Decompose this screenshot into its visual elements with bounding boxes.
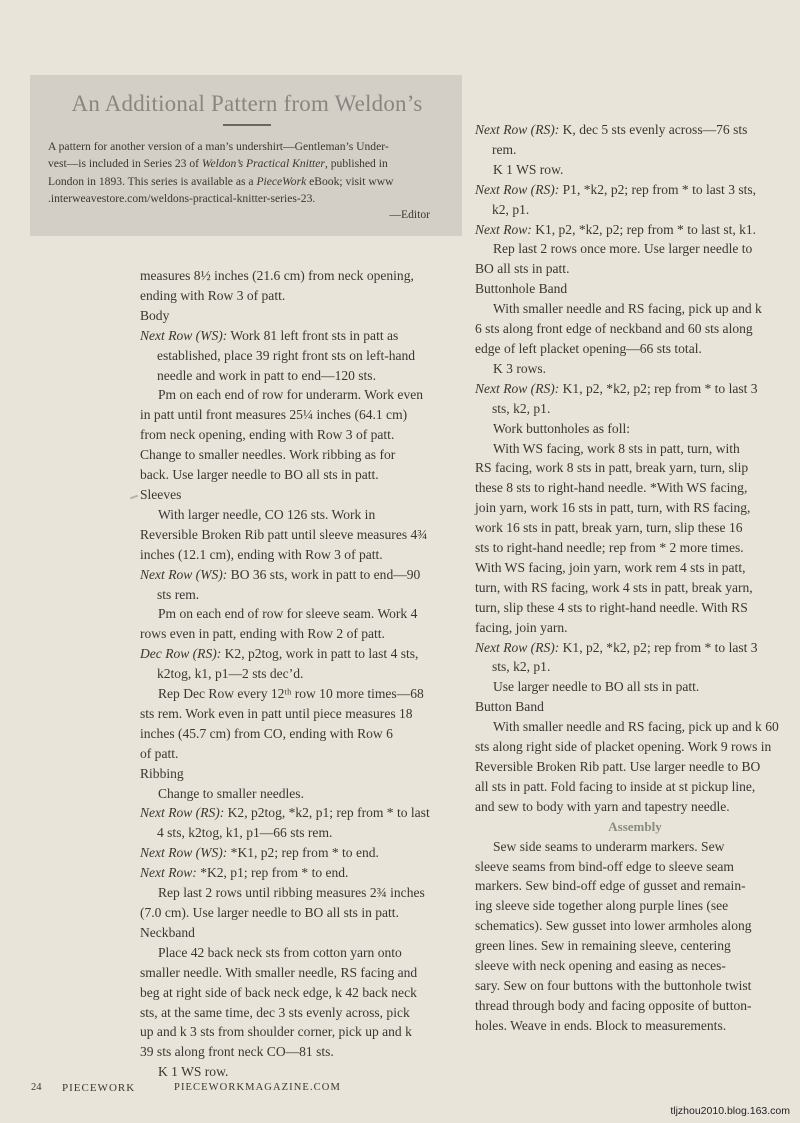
text-line: beg at right side of back neck edge, k 42 back neck [140,984,417,1000]
text-line: all sts in patt. Fold facing to inside at st pickup line, [475,778,756,794]
text-line: Use larger needle to BO all sts in patt. [493,679,700,695]
row-label: Next Row (WS): [140,845,228,861]
text-line: Rep last 2 rows until ribbing measures 2¾ inches [158,885,425,901]
text-line: sts rem. Work even in patt until piece measures 18 [140,705,413,721]
text-line: up and k 3 sts from shoulder corner, pick up and k [140,1024,412,1040]
text-line: sts, k2, p1. [492,659,551,675]
sidebar-body [48,138,446,207]
text-line: K 3 rows. [493,360,547,376]
text-line: K1, p2, *k2, p2; rep from * to last 3 [559,639,758,655]
text-line: inches (12.1 cm), ending with Row 3 of patt. [140,546,383,562]
text-line: these 8 sts to right-hand needle. *With WS facing, [475,480,748,496]
text-line: ing sleeve side together along purple lines (see [475,898,729,914]
section-heading-neckband: Neckband [140,924,195,940]
text-line: K2, p2tog, *k2, p1; rep from * to last [224,805,430,821]
row-label: Dec Row (RS): [140,646,222,662]
text-line: K 1 WS row. [158,1064,229,1080]
text-line: With smaller needle and RS facing, pick up and k 60 [493,719,779,735]
sidebar-url: .interweavestore.com/weldons-practical-knitter-series-23. [48,191,316,205]
text-line: rem. [492,141,517,157]
text-line: sts to right-hand needle; rep from * 2 more times. [475,540,744,556]
text-line: from neck opening, ending with Row 3 of patt. [140,427,395,443]
text-line: rows even in patt, ending with Row 2 of patt. [140,626,385,642]
text-line: sleeve with neck opening and easing as neces- [475,958,726,974]
text-line: sts, at the same time, dec 3 sts evenly across, pick [140,1004,410,1020]
blog-watermark: tljzhou2010.blog.163.com [670,1105,790,1117]
text-line: edge of left placket opening—66 sts total. [475,340,702,356]
sidebar-text: A pattern for another version of a man’s undershirt—Gentleman’s Under- [48,140,389,153]
text-line: With smaller needle and RS facing, pick up and k [493,301,762,317]
text-line: K1, p2, *k2, p2; rep from * to last 3 [559,380,758,396]
text-line: Work buttonholes as foll: [493,420,630,436]
right-column [475,120,795,1036]
section-heading-body: Body [140,307,170,323]
row-label: Next Row (RS): [475,639,560,655]
text-line: Rep Dec Row every 12ᵗʰ row 10 more times—68 [158,686,424,702]
text-line: K 1 WS row. [493,161,564,177]
left-column [140,266,465,1082]
text-line: sary. Sew on four buttons with the buttonhole twist [475,977,752,993]
text-line: green lines. Sew in remaining sleeve, centering [475,938,731,954]
text-line: BO 36 sts, work in patt to end—90 [227,566,421,582]
sidebar-text: , published in [324,157,388,171]
sidebar-book-title: Weldon’s Practical Knitter [201,157,325,171]
text-line: K, dec 5 sts evenly across—76 sts [559,122,748,137]
magazine-brand: PIECEWORK [62,1082,136,1094]
text-line: turn, with RS facing, work 4 sts in patt, break yarn, [475,579,753,595]
text-line: Change to smaller needles. [158,785,304,801]
text-line: 6 sts along front edge of neckband and 60 sts along [475,321,753,337]
text-line: k2, p1. [492,201,530,217]
text-line: of patt. [140,745,179,761]
row-label: Next Row (RS): [475,122,560,137]
text-line: Rep last 2 rows once more. Use larger needle to [493,241,753,257]
sidebar-text: eBook; visit www [306,174,394,188]
text-line: back. Use larger needle to BO all sts in patt. [140,467,379,483]
section-heading-ribbing: Ribbing [140,765,184,781]
print-speck [130,495,138,500]
text-line: Place 42 back neck sts from cotton yarn onto [158,944,402,960]
text-line: 39 sts along front neck CO—81 sts. [140,1044,334,1060]
row-label: Next Row: [475,221,532,237]
editor-signature: —Editor [389,208,430,222]
sidebar-magazine-name: PieceWork [256,174,307,188]
text-line: thread through body and facing opposite of button- [475,997,752,1013]
row-label: Next Row (RS): [475,181,560,197]
text-line: BO all sts in patt. [475,261,570,277]
text-line: sts, k2, p1. [492,400,551,416]
text-line: (7.0 cm). Use larger needle to BO all sts in patt. [140,905,399,920]
text-line: markers. Sew bind-off edge of gusset and remain- [475,878,746,894]
text-line: sts along right side of placket opening. Work 9 rows in [475,739,772,755]
row-label: Next Row (RS): [140,805,225,821]
row-label: Next Row (WS): [140,566,228,582]
text-line: sts rem. [157,586,200,602]
text-line: K2, p2tog, work in patt to last 4 sts, [221,646,419,662]
text-line: Pm on each end of row for underarm. Work even [158,387,423,403]
text-line: sleeve seams from bind-off edge to sleeve seam [475,858,734,874]
text-line: in patt until front measures 25¼ inches (64.1 cm) [140,407,408,423]
text-line: smaller needle. With smaller needle, RS facing and [140,964,418,980]
text-line: turn, slip these 4 sts to right-hand needle. With RS [475,599,748,615]
text-line: RS facing, work 8 sts in patt, break yarn, turn, slip [475,460,749,476]
text-line: With larger needle, CO 126 sts. Work in [158,506,376,522]
sidebar-title: An Additional Pattern from Weldon’s [71,91,423,116]
text-line: K1, p2, *k2, p2; rep from * to last st, k1. [531,221,757,237]
row-label: Next Row (RS): [475,380,560,396]
text-line: measures 8½ inches (21.6 cm) from neck opening, [140,268,414,283]
text-line: schematics). Sew gusset into lower armholes along [475,918,752,934]
text-line: With WS facing, join yarn, work rem 4 sts in patt, [475,559,746,575]
text-line: work 16 sts in patt, break yarn, turn, slip these 16 [475,520,743,536]
sidebar-box [30,75,462,236]
text-line: and sew to body with yarn and tapestry needle. [475,798,730,814]
text-line: *K1, p2; rep from * to end. [227,845,379,861]
sidebar-text: London in 1893. This series is available as a [48,174,257,188]
text-line: holes. Weave in ends. Block to measurements. [475,1017,727,1033]
text-line: k2tog, k1, p1—2 sts dec’d. [157,666,304,682]
text-line: Change to smaller needles. Work ribbing as for [140,447,396,463]
text-line: Reversible Broken Rib patt. Use larger needle to BO [475,759,761,774]
text-line: With WS facing, work 8 sts in patt, turn, with [493,440,740,456]
text-line: needle and work in patt to end—120 sts. [157,367,376,383]
text-line: 4 sts, k2tog, k1, p1—66 sts rem. [157,825,333,841]
text-line: join yarn, work 16 sts in patt, turn, with RS facing, [475,500,751,516]
page-number: 24 [31,1082,42,1093]
row-label: Next Row: [140,865,197,881]
section-heading-buttonhole-band: Buttonhole Band [475,281,568,297]
text-line: P1, *k2, p2; rep from * to last 3 sts, [559,181,757,197]
text-line: facing, join yarn. [475,619,568,635]
text-line: Sew side seams to underarm markers. Sew [493,838,725,854]
section-heading-assembly: Assembly [608,818,662,834]
text-line: Reversible Broken Rib patt until sleeve measures 4¾ [140,526,428,542]
text-line: Pm on each end of row for sleeve seam. Work 4 [158,606,418,622]
text-line: inches (45.7 cm) from CO, ending with Row 6 [140,725,393,741]
magazine-website: PIECEWORKMAGAZINE.COM [174,1082,341,1093]
sidebar-divider [223,124,271,126]
sidebar-text: vest—is included in Series 23 of [48,157,202,171]
section-heading-button-band: Button Band [475,699,544,715]
text-line: Work 81 left front sts in patt as [227,327,399,343]
section-heading-sleeves: Sleeves [140,486,182,502]
text-line: established, place 39 right front sts on left-hand [157,347,416,363]
text-line: ending with Row 3 of patt. [140,287,286,303]
row-label: Next Row (WS): [140,327,228,343]
text-line: *K2, p1; rep from * to end. [196,865,349,881]
